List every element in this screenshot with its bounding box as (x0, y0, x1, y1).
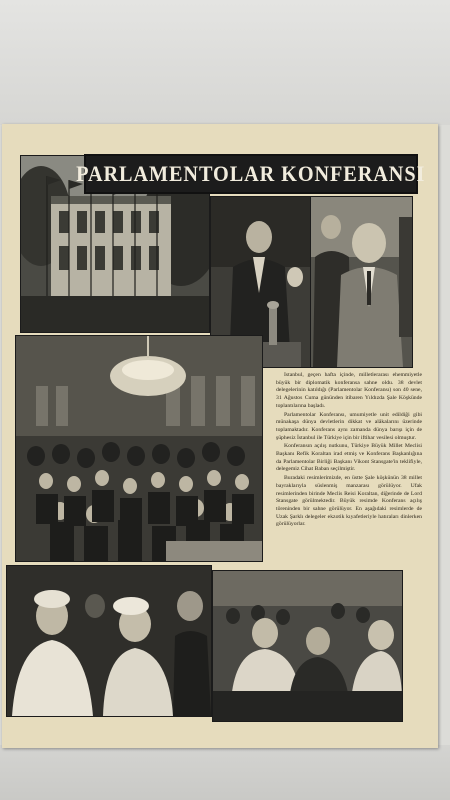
photo-conference-hall-image (16, 336, 262, 561)
page-title: PARLAMENTOLAR KONFERANSI (76, 161, 426, 186)
article-paragraph: Konferansın açılış nutkunu, Türkiye Büyük Millet Meclisi Başkanı Refik Koraltan irad etmiş ve Konferans Başkanlığına da Parlamentolar Birliği Başkanı Vikont Stansgate'in teklifiyle, delegemiz Cihat Baban seçilmiştir. (276, 443, 422, 473)
article-paragraph: Buradaki resimlerimizde, en üstte Şale köşkünün 38 millet bayraklarıyla süslenmiş manzarası görülüyor. Ufak resimlerinden birinde Meclis Reisi Koraltan, diğerinde de Lord Stansgate görülmektedir. Büyük resimde Konferans açılış töreninden bir sahne görülüyor. En aşağıdaki resimlerde de Uzak Şarklı delegeler ekzotik kıyafetleriyle hatıraları dinlerken görülüyorlar. (276, 475, 422, 528)
background-surface-top (0, 0, 450, 125)
photo-far-eastern-delegates-image (7, 566, 211, 716)
photo-conference-hall (15, 335, 263, 562)
photo-delegate-image (311, 197, 412, 367)
background-surface-bottom (0, 745, 450, 800)
article-text (276, 372, 422, 560)
page-title-banner (76, 154, 426, 194)
photo-far-eastern-delegates (6, 565, 212, 717)
photo-listening-delegates (212, 570, 403, 722)
photo-listening-delegates-image (213, 571, 402, 721)
article-paragraph: Parlamentolar Konferansı, umumiyetle unit edildiği gibi münakaşa dünya devletlerin dikkat ve alâkalarını üzerinde toplamaktadır. Konferans aynı zamanda dünya barışı için de şüphesiz İstanbul ile Türkiye için bir iftihar vesilesi olmuştur. (276, 411, 422, 441)
article-paragraph: İstanbul, geçen hafta içinde, milletlerarası ehemmiyetle büyük bir diplomatik konferansa sahne oldu. 38 devlet delegelerinin katıldığı (Parlamentolar Konferansı) son 40 sene, 31 Ağustos Cuma gününden itibaren Yıldızda Şale Köşkünde toplantılarına başladı. (276, 372, 422, 409)
photo-delegate-portrait (310, 196, 413, 368)
